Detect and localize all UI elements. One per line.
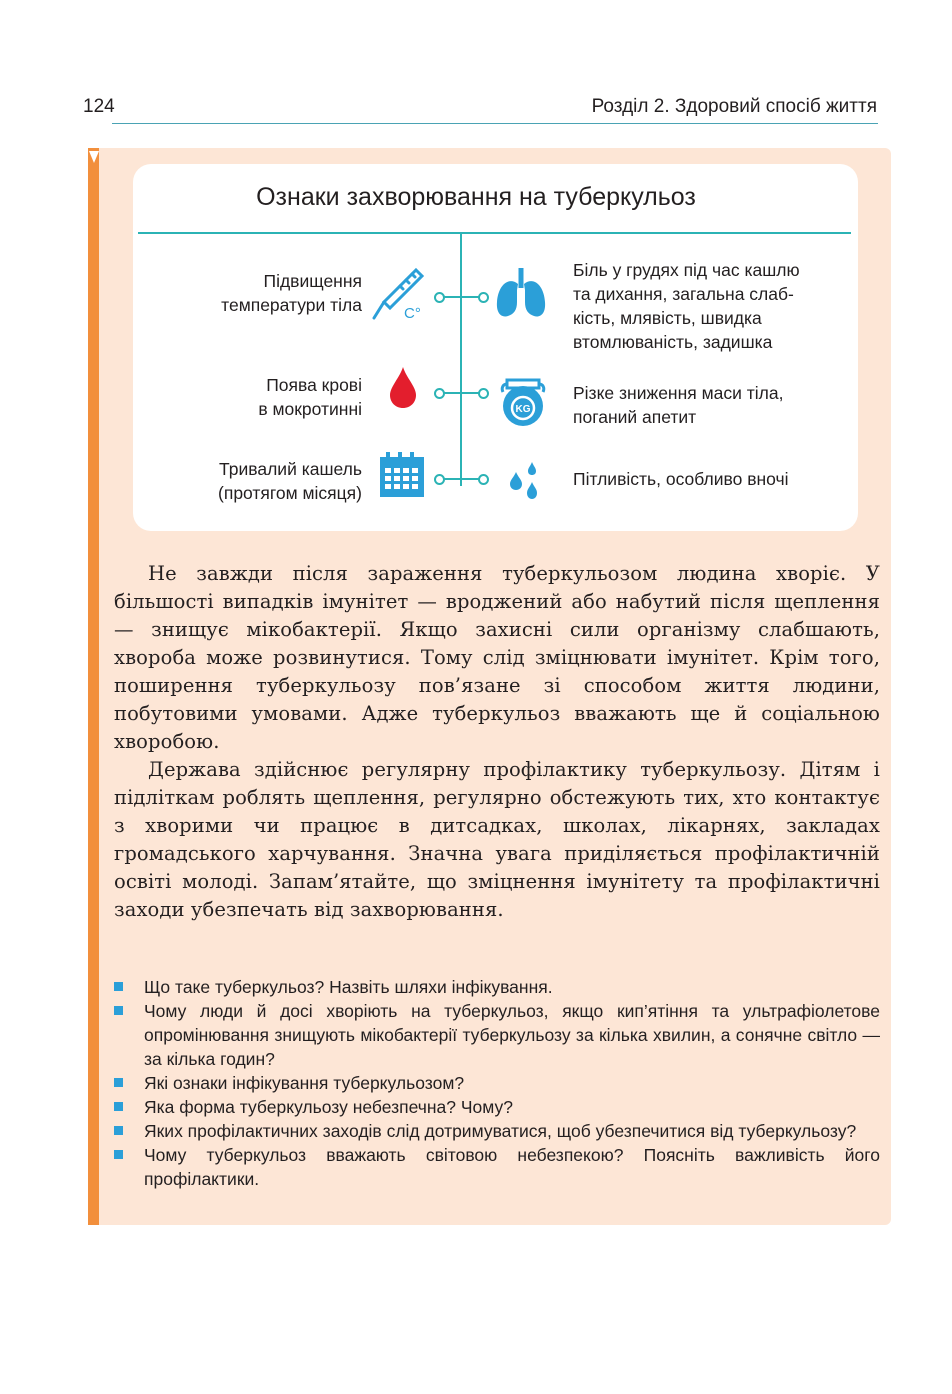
symptom-sweating-label: Пітливість, особливо вночі <box>573 469 789 489</box>
infographic-spine <box>460 232 462 486</box>
lungs-icon <box>494 266 548 320</box>
thermometer-icon <box>370 264 430 322</box>
connector-dot <box>478 292 489 303</box>
header-rule <box>112 123 878 124</box>
question-text: Яких профілактичних заходів слід дотримуватися, щоб убезпечитися від туберкульозу? <box>144 1121 857 1141</box>
connector-line <box>461 392 479 394</box>
question-text: Чому туберкульоз вважають світовою небезпекою? Поясніть важливість його профілактики. <box>144 1145 880 1189</box>
question-text: Чому люди й досі хворіють на туберкульоз, якщо кип’ятіння та ультрафіолетове опромінювання знищують мікобактерії туберкульозу за кілька хвилин, а сонячне світло — за кілька годин? <box>144 1001 880 1069</box>
question-item <box>114 1095 880 1119</box>
question-item <box>114 1071 880 1095</box>
question-text: Яка форма туберкульозу небезпечна? Чому? <box>144 1097 513 1117</box>
panel-tab-marker <box>89 151 99 163</box>
connector-line <box>443 296 461 298</box>
panel-side-bar <box>88 148 99 1225</box>
connector-line <box>461 296 479 298</box>
weight-unit: KG <box>515 404 531 415</box>
question-text: Що таке туберкульоз? Назвіть шляхи інфікування. <box>144 977 553 997</box>
connector-line <box>443 392 461 394</box>
infographic-divider <box>138 232 851 234</box>
weight-icon <box>497 372 549 428</box>
questions-list <box>114 975 880 1191</box>
bullet-icon <box>114 1126 123 1135</box>
paragraph: Держава здійснює регулярну профілактику туберкульозу. Дітям і підліткам роблять щеплення, регулярно обстежують тих, хто контактує з хворими чи працює в дитсадках, школах, лікарнях, закладах громадського харчування. Значна увага приділяється профілактичній освіті молоді. Запам’ятайте, що зміцнення імунітету та профілактичні заходи убезпечать від захворювання. <box>114 758 880 921</box>
connector-line <box>443 478 461 480</box>
connector-dot <box>478 474 489 485</box>
blood-drop-icon <box>388 365 418 409</box>
calendar-icon <box>378 451 426 499</box>
thermometer-unit: C° <box>404 305 421 322</box>
symptom-fever-label: Підвищення температури тіла <box>221 271 362 315</box>
bullet-icon <box>114 1006 123 1015</box>
bullet-icon <box>114 1078 123 1087</box>
connector-line <box>461 478 479 480</box>
symptom-weight-loss-label: Різке зниження маси тіла, поганий апетит <box>573 383 784 427</box>
bullet-icon <box>114 1102 123 1111</box>
bullet-icon <box>114 982 123 991</box>
question-item <box>114 1143 880 1191</box>
symptom-cough-label: Тривалий кашель (протягом місяця) <box>218 459 362 503</box>
section-title: Розділ 2. Здоровий спосіб життя <box>591 96 877 117</box>
question-item <box>114 1119 880 1143</box>
infographic-title: Ознаки захворювання на туберкульоз <box>256 183 696 211</box>
bullet-icon <box>114 1150 123 1159</box>
page-number: 124 <box>83 96 115 117</box>
sweat-drops-icon <box>504 460 544 500</box>
symptom-blood-label: Поява крові в мокротинні <box>258 375 362 419</box>
question-text: Які ознаки інфікування туберкульозом? <box>144 1073 465 1093</box>
symptom-chest-pain-label: Біль у грудях під час кашлю та дихання, загальна слаб- кість, млявість, швидка втомлюваність, задишка <box>573 260 800 352</box>
paragraph: Не завжди після зараження туберкульозом людина хворіє. У більшості випадків імунітет — вроджений або набутий після щеплення — знищує мікобактерії. Якщо захисні сили організму слабшають, хвороба може розвинутися. Тому слід зміцнювати імунітет. Крім того, поширення туберкульозу пов’язане зі способом життя людини, побутовими умовами. Адже туберкульоз вважають ще й соціальною хворобою. <box>114 562 880 753</box>
body-text <box>114 560 880 924</box>
question-item <box>114 999 880 1071</box>
connector-dot <box>478 388 489 399</box>
question-item <box>114 975 880 999</box>
